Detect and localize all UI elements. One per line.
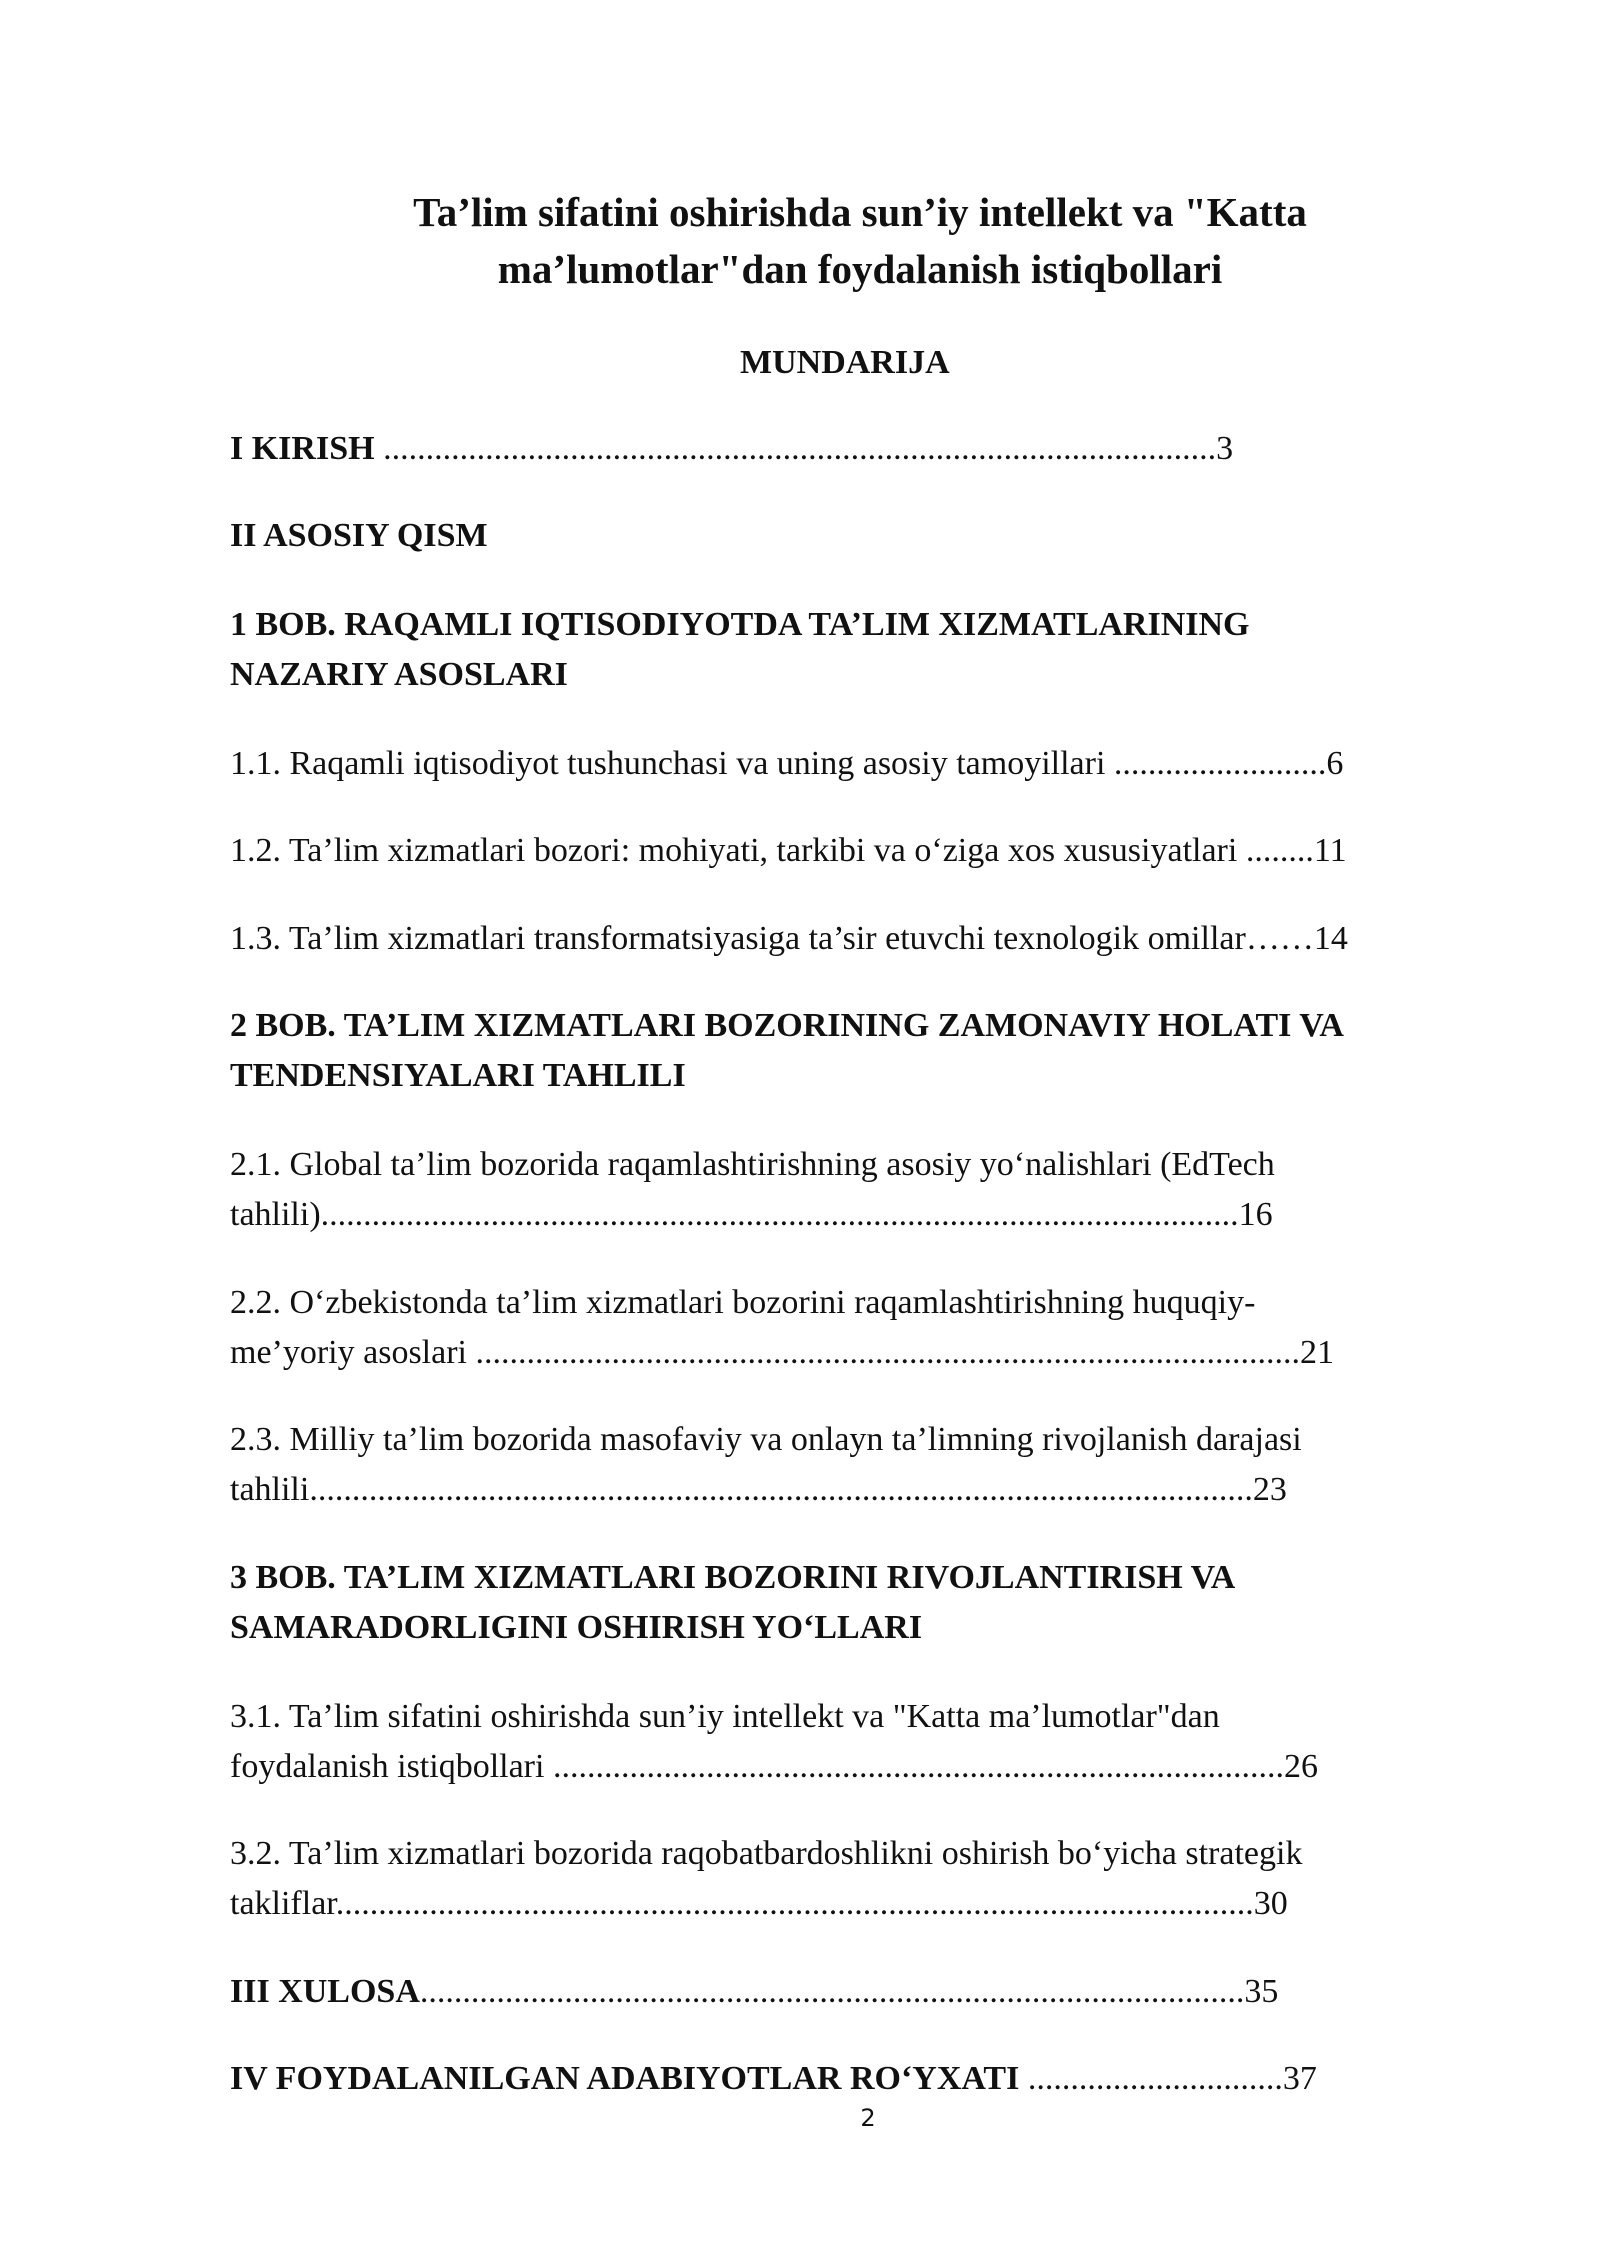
title-line-2: ma’lumotlar"dan foydalanish istiqbollari <box>497 246 1223 292</box>
toc-label: I KIRISH <box>230 430 375 467</box>
toc-leader: ........ <box>1237 832 1314 869</box>
toc-label: II ASOSIY QISM <box>230 517 488 554</box>
toc-page-number: 35 <box>1244 1973 1279 2010</box>
toc-leader: ...................................................................................... <box>544 1748 1284 1785</box>
toc-section-2-1 <box>230 1140 1490 1240</box>
toc-page-number: 21 <box>1300 1334 1334 1371</box>
toc-leader: .................................................................................................. <box>374 430 1217 467</box>
toc-page-number: 37 <box>1282 2060 1317 2097</box>
toc-page-number: 14 <box>1313 920 1348 957</box>
toc-leader: .............................. <box>1019 2060 1283 2097</box>
toc-chapter-2 <box>230 1001 1490 1101</box>
toc-entry-asosiy-qism <box>230 511 1490 561</box>
toc-label: 1.3. Ta’lim xizmatlari transformatsiyasiga ta’sir etuvchi texnologik omillar <box>230 920 1246 957</box>
toc-label: 1.2. Ta’lim xizmatlari bozori: mohiyati, tarkibi va o‘ziga xos xususiyatlari <box>230 832 1238 869</box>
toc-section-3-2 <box>230 1829 1490 1929</box>
toc-entry-xulosa <box>230 1967 1490 2017</box>
toc-label-line-2: tahlili <box>230 1471 310 1508</box>
page-number: 2 <box>860 2104 876 2132</box>
toc-label-line-1: 3.2. Ta’lim xizmatlari bozorida raqobatbardoshlikni oshirish bo‘yicha strategik <box>230 1835 1303 1872</box>
toc-label-line-2: me’yoriy asoslari <box>230 1334 467 1371</box>
toc-label-line-1: 2.2. O‘zbekistonda ta’lim xizmatlari bozorini raqamlashtirishning huquqiy- <box>230 1284 1256 1321</box>
toc-page-number: 11 <box>1313 832 1347 869</box>
toc-leader: ............................................................................................................... <box>309 1471 1253 1508</box>
toc-chapter-1 <box>230 600 1490 700</box>
toc-label-line-1: 2.1. Global ta’lim bozorida raqamlashtirishning asosiy yo‘nalishlari (EdTech <box>230 1146 1275 1183</box>
toc-label: III XULOSA <box>230 1973 420 2010</box>
toc-entry-adabiyotlar <box>230 2054 1490 2104</box>
toc-page-number: 6 <box>1326 745 1344 782</box>
toc-section-2-2 <box>230 1278 1490 1378</box>
toc-section-3-1 <box>230 1692 1490 1792</box>
chapter-line-1: 2 BOB. TA’LIM XIZMATLARI BOZORINING ZAMONAVIY HOLATI VA <box>230 1007 1344 1044</box>
chapter-line-2: TENDENSIYALARI TAHLILI <box>230 1057 686 1094</box>
toc-label: IV FOYDALANILGAN ADABIYOTLAR RO‘YXATI <box>230 2060 1020 2097</box>
toc-section-2-3 <box>230 1415 1490 1515</box>
toc-chapter-3 <box>230 1553 1490 1653</box>
toc-section-1-2 <box>230 826 1490 876</box>
toc-section-1-1 <box>230 739 1490 789</box>
chapter-line-1: 3 BOB. TA’LIM XIZMATLARI BOZORINI RIVOJLANTIRISH VA <box>230 1559 1236 1596</box>
toc-section-1-3 <box>230 914 1490 964</box>
toc-page-number: 26 <box>1283 1748 1318 1785</box>
toc-leader: ......................... <box>1105 745 1327 782</box>
toc-label-line-1: 2.3. Milliy ta’lim bozorida masofaviy va onlayn ta’limning rivojlanish darajasi <box>230 1421 1302 1458</box>
toc-label-line-2: takliflar <box>230 1885 336 1922</box>
title-line-1: Ta’lim sifatini oshirishda sun’iy intellekt va "Katta <box>413 189 1307 235</box>
toc-label-line-2: tahlili) <box>230 1196 321 1233</box>
chapter-line-1: 1 BOB. RAQAMLI IQTISODIYOTDA TA’LIM XIZMATLARINING <box>230 606 1250 643</box>
toc-leader: ................................................................................................. <box>419 1973 1245 2010</box>
toc-leader: ............................................................................................................ <box>335 1885 1254 1922</box>
document-title <box>330 184 1390 298</box>
toc-page-number: 23 <box>1252 1471 1287 1508</box>
toc-label-line-2: foydalanish istiqbollari <box>230 1748 545 1785</box>
toc-leader: …… <box>1245 920 1314 957</box>
toc-label-line-1: 3.1. Ta’lim sifatini oshirishda sun’iy intellekt va "Katta ma’lumotlar"dan <box>230 1698 1220 1735</box>
toc-page-number: 3 <box>1216 430 1234 467</box>
chapter-line-2: NAZARIY ASOSLARI <box>230 656 568 693</box>
toc-page-number: 30 <box>1253 1885 1288 1922</box>
toc-entry-kirish <box>230 424 1490 474</box>
toc-leader: ................................................................................................. <box>467 1334 1300 1371</box>
toc-heading: MUNDARIJA <box>740 344 950 381</box>
toc-label: 1.1. Raqamli iqtisodiyot tushunchasi va uning asosiy tamoyillari <box>230 745 1106 782</box>
toc-leader: ............................................................................................................ <box>320 1196 1239 1233</box>
chapter-line-2: SAMARADORLIGINI OSHIRISH YO‘LLARI <box>230 1609 923 1646</box>
toc-page-number: 16 <box>1238 1196 1273 1233</box>
